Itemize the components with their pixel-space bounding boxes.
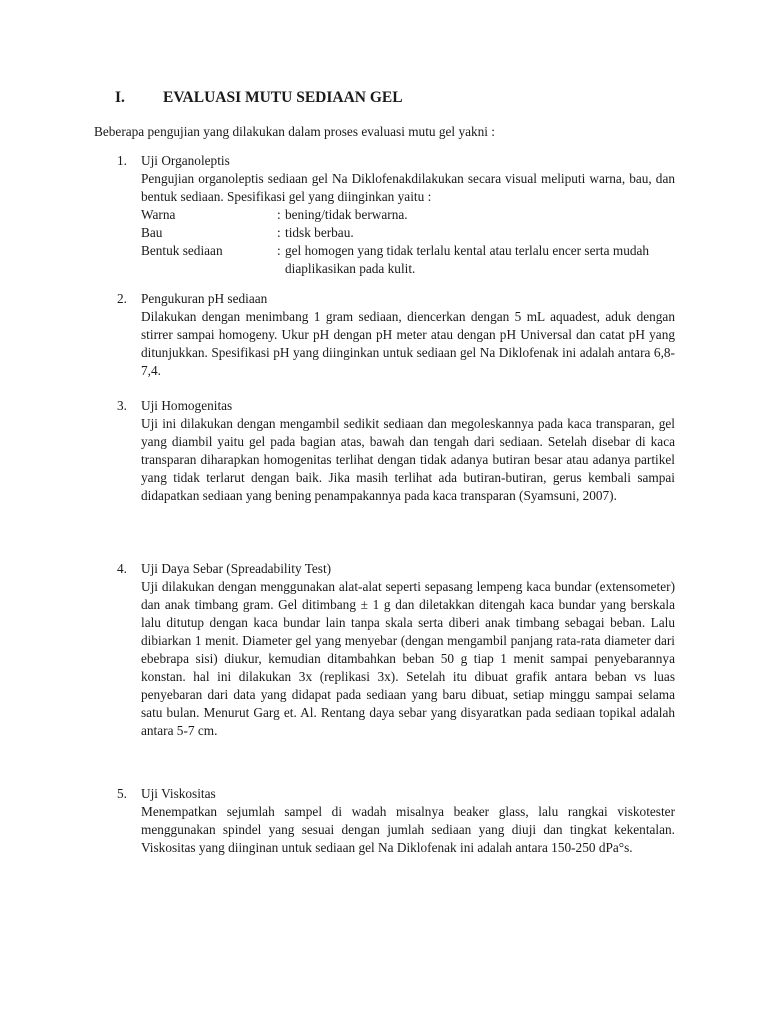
- list-item-number: 3.: [117, 398, 127, 413]
- list-item-daya-sebar: [117, 560, 675, 740]
- spec-colon: :: [277, 243, 281, 258]
- list-item-number: 2.: [117, 291, 127, 306]
- list-item-title-row: [117, 290, 675, 308]
- spec-row-warna: [141, 206, 675, 224]
- list-item-number: 4.: [117, 561, 127, 576]
- list-item-title: Uji Homogenitas: [141, 398, 233, 413]
- list-item-title-row: [117, 397, 675, 415]
- list-item-title-row: [117, 560, 675, 578]
- list-item-title: Uji Viskositas: [141, 786, 216, 801]
- list-item-title-row: [117, 785, 675, 803]
- intro-paragraph: Beberapa pengujian yang dilakukan dalam proses evaluasi mutu gel yakni :: [94, 124, 496, 139]
- spec-colon: :: [277, 207, 281, 222]
- list-item-title: Uji Daya Sebar (Spreadability Test): [141, 561, 332, 576]
- list-item-title-row: [117, 152, 675, 170]
- spec-value: tidsk berbau.: [285, 225, 354, 240]
- list-item-paragraph: Menempatkan sejumlah sampel di wadah misalnya beaker glass, lalu rangkai viskotester menggunakan spindel yang sesuai dengan jumlah sediaan yang diuji dan tingkat kekentalan. Viskositas yang diinginan untuk sediaan gel Na Diklofenak ini adalah antara 150-250 dPa°s.: [141, 804, 675, 855]
- section-heading: [115, 88, 403, 108]
- list-item-body: [141, 308, 675, 380]
- spec-row-bentuk-sediaan: [141, 242, 675, 278]
- spec-label: Warna: [141, 207, 176, 222]
- spec-table: [141, 206, 675, 278]
- section-title: EVALUASI MUTU SEDIAAN GEL: [163, 89, 403, 106]
- list-item-body: [141, 415, 675, 505]
- list-item-number: 1.: [117, 153, 127, 168]
- list-item-paragraph: Uji ini dilakukan dengan mengambil sedikit sediaan dan megoleskannya pada kaca transparan, gel yang diambil yaitu gel pada bagian atas, bawah dan tengah dari sediaan. Setelah disebar di kaca transparan diharapkan homogenitas terlihat dengan tidak adanya butiran besar atau adanya partikel yang tidak terlarut dengan baik. Jika masih terlihat ada butiran-butiran, gerus kembali sampai didapatkan sediaan yang bening penampakannya pada kaca transparan (Syamsuni, 2007).: [141, 416, 675, 503]
- list-item-paragraph: Uji dilakukan dengan menggunakan alat-alat seperti sepasang lempeng kaca bundar (extensometer) dan anak timbang gram. Gel ditimbang ± 1 g dan diletakkan ditengah kaca bundar yang berskala lalu ditutup dengan kaca bundar lain tanpa skala serta diberi anak timbang sebagai beban. Lalu dibiarkan 1 menit. Diameter gel yang menyebar (dengan mengambil panjang rata-rata diameter dari ebebrapa sisi) diukur, kemudian ditambahkan beban 50 g tiap 1 menit sampai penyebarannya konstan. hal ini dilakukan 3x (replikasi 3x). Setelah itu dibuat grafik antara beban vs luas penyebaran dari data yang didapat pada sediaan yang baru dibuat, setiap minggu sampai selama satu bulan. Menurut Garg et. Al. Rentang daya sebar yang disyaratkan pada sediaan topikal adalah antara 5-7 cm.: [141, 579, 675, 738]
- list-item-number: 5.: [117, 786, 127, 801]
- list-item-title: Uji Organoleptis: [141, 153, 230, 168]
- spec-label: Bau: [141, 225, 163, 240]
- spec-value: gel homogen yang tidak terlalu kental atau terlalu encer serta mudah diaplikasikan pada kulit.: [285, 243, 650, 276]
- spec-colon: :: [277, 225, 281, 240]
- list-item-homogenitas: [117, 397, 675, 505]
- list-item-body: [141, 578, 675, 740]
- list-item-viskositas: [117, 785, 675, 857]
- list-item-paragraph: Pengujian organoleptis sediaan gel Na Diklofenakdilakukan secara visual meliputi warna, bau, dan bentuk sediaan. Spesifikasi gel yang diinginkan yaitu :: [141, 171, 675, 204]
- list-item-body: [141, 803, 675, 857]
- list-item-organoleptis: [117, 152, 675, 278]
- spec-row-bau: [141, 224, 675, 242]
- list-item-ph: [117, 290, 675, 380]
- spec-label: Bentuk sediaan: [141, 243, 223, 258]
- list-item-body: [141, 170, 675, 206]
- list-item-paragraph: Dilakukan dengan menimbang 1 gram sediaan, diencerkan dengan 5 mL aquadest, aduk dengan stirrer sampai homogeny. Ukur pH dengan pH meter atau dengan pH Universal dan catat pH yang ditunjukkan. Spesifikasi pH yang diinginkan untuk sediaan gel Na Diklofenak ini adalah antara 6,8-7,4.: [141, 309, 675, 378]
- list-item-title: Pengukuran pH sediaan: [141, 291, 268, 306]
- spec-value: bening/tidak berwarna.: [285, 207, 408, 222]
- section-number: I.: [115, 89, 125, 106]
